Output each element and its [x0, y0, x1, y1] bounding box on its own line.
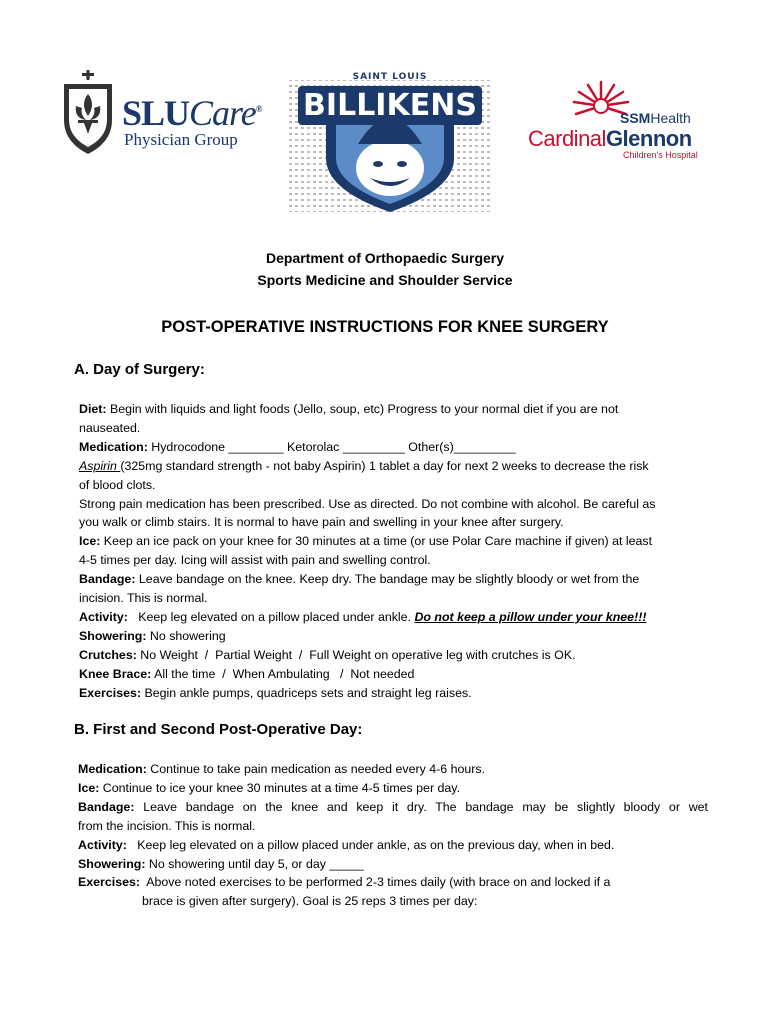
pillow-warning: Do not keep a pillow under your knee!!! [414, 609, 647, 624]
aspirin-text: (325mg standard strength - not baby Aspirin) 1 tablet a day for next 2 weeks to decrease the risk [120, 458, 649, 473]
b-bandage-label: Bandage: [78, 799, 135, 814]
pain-text-cont: you walk or climb stairs. It is normal to have pain and swelling in your knee after surgery. [79, 515, 564, 530]
b-activity-text: Keep leg elevated on a pillow placed under ankle, as on the previous day, when in bed. [126, 837, 615, 852]
b-ice-line [78, 779, 708, 798]
b-activity-label: Activity: [78, 837, 127, 852]
cardinal-text: Cardinal [528, 126, 606, 151]
b-exercises-text-cont: brace is given after surgery). Goal is 25 reps 3 times per day: [142, 894, 478, 909]
section-a-body [79, 400, 719, 703]
b-showering-text: No showering until day 5, or day _____ [145, 856, 364, 871]
showering-text: No showering [146, 628, 226, 643]
fleur-de-lis-shield-icon [60, 70, 116, 156]
bandage-text-cont: incision. This is normal. [79, 591, 208, 606]
ssm-text: SSM [620, 110, 651, 126]
billikens-name: BILLIKENS [298, 86, 482, 125]
ssm-health-text [620, 110, 691, 126]
billikens-logo [288, 72, 492, 212]
health-text: Health [650, 110, 691, 126]
diet-line [79, 400, 719, 419]
aspirin-label: Aspirin [79, 458, 121, 473]
activity-line [79, 608, 719, 627]
b-bandage-text-cont: from the incision. This is normal. [78, 818, 256, 833]
activity-label: Activity: [79, 609, 128, 624]
b-showering-line [78, 855, 708, 874]
bandage-line [79, 570, 719, 589]
b-ice-text: Continue to ice your knee 30 minutes at a time 4-5 times per day. [99, 780, 461, 795]
aspirin-line [79, 457, 719, 476]
exercises-text: Begin ankle pumps, quadriceps sets and straight leg raises. [141, 685, 472, 700]
diet-label: Diet: [79, 402, 107, 416]
section-a-heading: A. Day of Surgery: [74, 361, 205, 378]
crutches-label: Crutches: [79, 647, 137, 662]
diet-text: Begin with liquids and light foods (Jello, soup, etc) Progress to your normal diet if you are not [106, 402, 619, 416]
billikens-top-text: SAINT LOUIS [352, 72, 428, 82]
showering-line [79, 627, 719, 646]
section-b-heading: B. First and Second Post-Operative Day: [74, 721, 363, 738]
bandage-text: Leave bandage on the knee. Keep dry. The bandage may be slightly bloody or wet from the [135, 572, 640, 587]
exercises-label: Exercises: [79, 685, 142, 700]
service-heading: Sports Medicine and Shoulder Service [257, 272, 513, 288]
knee-brace-text: All the time / When Ambulating / Not needed [151, 666, 415, 681]
b-bandage-text: Leave bandage on the knee and keep it dry. The bandage may be slightly bloody or wet [134, 799, 708, 814]
crutches-line [79, 646, 719, 665]
b-activity-line [78, 836, 708, 855]
department-heading: Department of Orthopaedic Surgery [265, 250, 505, 266]
exercises-line [79, 684, 719, 703]
pain-text: Strong pain medication has been prescribed. Use as directed. Do not combine with alcohol. Be careful as [79, 496, 656, 511]
b-medication-label: Medication: [78, 762, 147, 776]
childrens-hospital-text: Children's Hospital [623, 150, 698, 160]
slucare-wordmark [122, 92, 261, 134]
slucare-logo [60, 70, 260, 160]
trademark-symbol: ® [255, 104, 262, 114]
diet-text-cont: nauseated. [79, 420, 141, 435]
showering-label: Showering: [79, 628, 147, 643]
glennon-text: Glennon [605, 126, 692, 151]
section-b-body [78, 760, 708, 911]
ice-text-cont: 4-5 times per day. Icing will assist with pain and swelling control. [79, 553, 431, 568]
aspirin-text-cont: of blood clots. [79, 477, 156, 492]
ice-text: Keep an ice pack on your knee for 30 minutes at a time (or use Polar Care machine if given) at least [100, 534, 653, 549]
crutches-text: No Weight / Partial Weight / Full Weight on operative leg with crutches is OK. [136, 647, 576, 662]
b-exercises-line [78, 873, 708, 892]
medication-line [79, 438, 719, 457]
ice-line [79, 532, 719, 551]
b-medication-text: Continue to take pain medication as needed every 4-6 hours. [146, 762, 486, 776]
b-bandage-line [78, 798, 708, 817]
b-ice-label: Ice: [78, 780, 100, 795]
slu-text: SLU [122, 93, 190, 133]
medication-text: Hydrocodone ________ Ketorolac _________ Other(s)_________ [147, 439, 516, 454]
knee-brace-label: Knee Brace: [79, 666, 152, 681]
cardinal-glennon-text [528, 126, 692, 152]
b-exercises-text: Above noted exercises to be performed 2-3 times daily (with brace on and locked if a [140, 875, 611, 890]
care-text: Care [189, 93, 256, 133]
knee-brace-line [79, 665, 719, 684]
bandage-label: Bandage: [79, 572, 136, 587]
activity-text: Keep leg elevated on a pillow placed under ankle. [127, 609, 415, 624]
document-title: POST-OPERATIVE INSTRUCTIONS FOR KNEE SURGERY [161, 318, 609, 336]
b-medication-line [78, 760, 708, 779]
medication-label: Medication: [79, 439, 148, 454]
ssm-cardinal-glennon-logo [528, 78, 718, 168]
slucare-subtitle: Physician Group [124, 130, 238, 149]
b-exercises-label: Exercises: [78, 875, 141, 890]
b-showering-label: Showering: [78, 856, 146, 871]
ice-label: Ice: [79, 534, 101, 549]
